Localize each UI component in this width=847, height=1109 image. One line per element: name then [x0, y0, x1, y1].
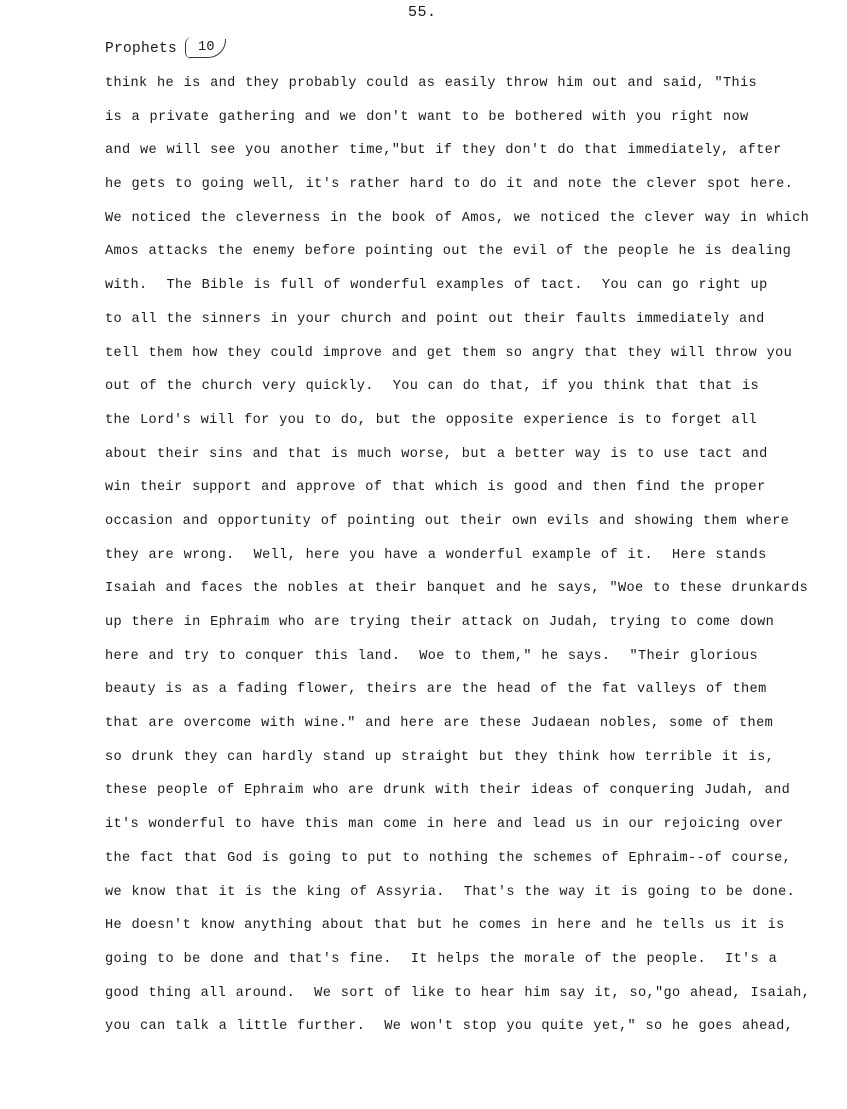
text-line: about their sins and that is much worse, but a better way is to use tact and — [105, 446, 768, 462]
text-line: win their support and approve of that which is good and then find the proper — [105, 480, 766, 496]
text-line: beauty is as a fading flower, theirs are the head of the fat valleys of them — [105, 682, 767, 698]
text-line: here and try to conquer this land. Woe to them," he says. "Their glorious — [105, 648, 759, 664]
text-line: so drunk they can hardly stand up straight but they think how terrible it is, — [105, 749, 775, 765]
text-line: occasion and opportunity of pointing out their own evils and showing them where — [105, 513, 790, 529]
text-line: We noticed the cleverness in the book of Amos, we noticed the clever way in which — [105, 210, 810, 226]
text-line: we know that it is the king of Assyria. That's the way it is going to be done. — [105, 884, 796, 900]
text-line: the fact that God is going to put to nothing the schemes of Ephraim--of course, — [105, 850, 792, 866]
text-line: it's wonderful to have this man come in here and lead us in our rejoicing over — [105, 817, 784, 833]
text-line: and we will see you another time,"but if they don't do that immediately, after — [105, 143, 782, 159]
section-number-badge: 10 — [189, 39, 226, 58]
text-line: the Lord's will for you to do, but the opposite experience is to forget all — [105, 412, 758, 428]
text-line: these people of Ephraim who are drunk with their ideas of conquering Judah, and — [105, 783, 791, 799]
text-line: with. The Bible is full of wonderful examples of tact. You can go right up — [105, 278, 768, 294]
text-line: to all the sinners in your church and point out their faults immediately and — [105, 311, 765, 327]
text-line: out of the church very quickly. You can do that, if you think that that is — [105, 379, 760, 395]
text-line: going to be done and that's fine. It helps the morale of the people. It's a — [105, 951, 778, 967]
text-line: Amos attacks the enemy before pointing out the evil of the people he is dealing — [105, 244, 792, 260]
text-line: good thing all around. We sort of like to hear him say it, so,"go ahead, Isaiah, — [105, 985, 811, 1001]
text-line: is a private gathering and we don't want to be bothered with you right now — [105, 109, 749, 125]
body-text — [105, 73, 811, 1050]
header-title: Prophets — [105, 40, 178, 57]
text-line: they are wrong. Well, here you have a wonderful example of it. Here stands — [105, 547, 767, 563]
text-line: tell them how they could improve and get them so angry that they will throw you — [105, 345, 793, 361]
text-line: you can talk a little further. We won't stop you quite yet," so he goes ahead, — [105, 1019, 794, 1035]
text-line: he gets to going well, it's rather hard to do it and note the clever spot here. — [105, 177, 794, 193]
text-line: up there in Ephraim who are trying their attack on Judah, trying to come down — [105, 615, 775, 630]
text-line: Isaiah and faces the nobles at their banquet and he says, "Woe to these drunkards — [105, 581, 809, 597]
text-line: that are overcome with wine." and here are these Judaean nobles, some of them — [105, 716, 774, 732]
page-number: 55. — [408, 4, 437, 21]
text-line: He doesn't know anything about that but he comes in here and he tells us it is — [105, 918, 785, 934]
running-header — [105, 39, 226, 58]
text-line: think he is and they probably could as easily throw him out and said, "This — [105, 76, 758, 91]
